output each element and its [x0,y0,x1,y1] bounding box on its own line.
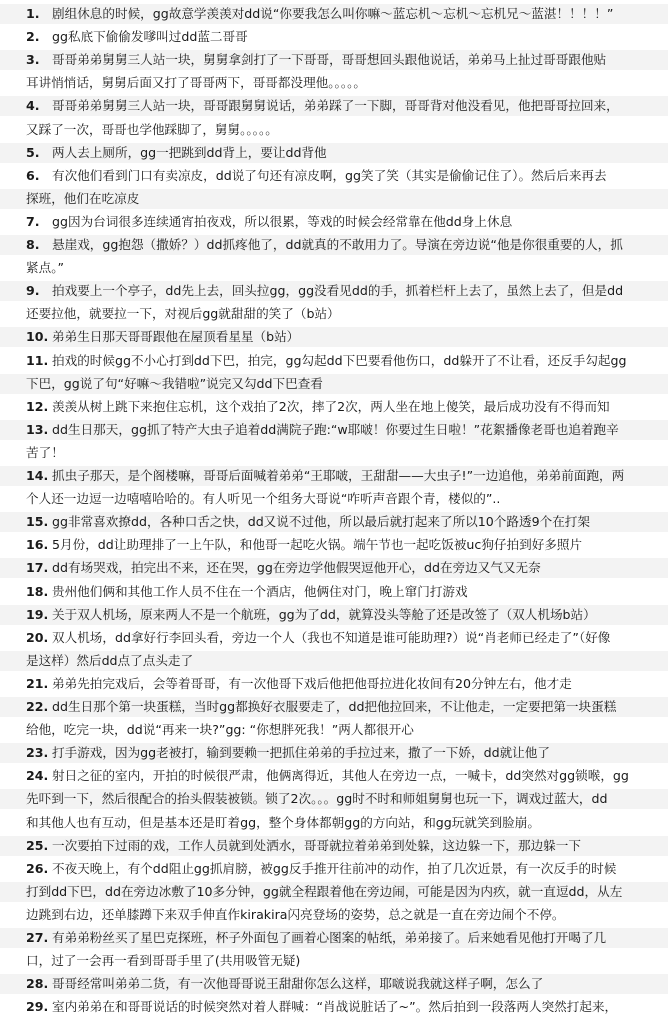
list-item [0,212,668,232]
list-item-continuation [0,374,668,394]
item-number: 24. [26,768,49,784]
item-text: 紧点。” [26,260,65,276]
item-text: 5月份，dd让助理排了一上午队，和他哥一起吃火锅。端午节也一起吃饭被uc狗仔拍到好多照片 [52,537,583,553]
list-item [0,605,668,625]
list-item [0,397,668,417]
item-number: 2. [26,29,40,45]
item-text: 还要拉他，就要拉一下，对视后gg就甜甜的笑了（b站） [26,306,340,322]
list-item-continuation [0,789,668,809]
list-item [0,96,668,116]
list-item [0,697,668,717]
item-text: 边跳到右边，还单膝蹲下来双手伸直作kirakira闪亮登场的姿势，总之就是一直在旁边闹个不停。 [26,906,565,922]
list-item [0,535,668,555]
list-item-continuation [0,489,668,509]
item-text: dd生日那个第一块蛋糕，当时gg都换好衣服要走了，dd把他拉回来，不让他走，一定要把第一块蛋糕 [52,699,617,714]
item-text: 射日之征的室内，开拍的时候很严肃，他俩离得近，其他人在旁边一点，一喊卡，dd突然对gg锁喉，gg [52,768,629,784]
item-text: 给他，吃完一块，dd说“再来一块?”gg: “你想胖死我！”两人都很开心 [26,722,414,738]
list-item-continuation [0,304,668,324]
list-item [0,836,668,856]
list-item [0,743,668,763]
item-number: 3. [26,52,40,68]
item-number: 5. [26,144,40,160]
item-number: 23. [26,745,49,761]
item-text: 关于双人机场，原来两人不是一个航班，gg为了dd，就算没头等舱了还是改签了（双人机场b站） [52,606,596,622]
list-item-continuation [0,189,668,209]
item-text: 双人机场，dd拿好行李回头看，旁边一个人（我也不知道是谁可能助理?）说“肖老师已经走了”（好像 [52,629,611,645]
list-item [0,928,668,948]
item-number: 17. [26,560,49,576]
item-text: 贵州他们俩和其他工作人员不住在一个酒店，他俩住对门，晚上窜门打游戏 [52,583,468,599]
list-item [0,166,668,186]
item-number: 9. [26,283,40,299]
item-number: 15. [26,514,49,530]
item-number: 21. [26,675,49,691]
list-item [0,558,668,578]
item-text: 羡羡从树上跳下来抱住忘机，这个戏拍了2次，摔了2次，两人坐在地上傻笑，最后成功没有不得而知 [52,398,610,414]
item-text: 室内弟弟在和哥哥说话的时候突然对着人群喊：“肖战说脏话了~”。然后拍到一段落两人突然打起来， [52,999,618,1015]
item-text: 又踩了一次，哥哥也学他踩脚了，舅舅。。。。。 [26,121,278,137]
list-item [0,766,668,786]
item-number: 11. [26,352,49,368]
item-text: 个人还一边逗一边嘻嘻哈哈的。有人听见一个组务大哥说“咋听声音跟个青，楼似的”.. [26,491,501,507]
item-text: 有次他们看到门口有卖凉皮，dd说了句还有凉皮啊，gg笑了笑（其实是偷偷记住了）。然后后来再去 [52,167,607,183]
item-number: 27. [26,930,49,945]
item-number: 8. [26,237,40,252]
item-text: 哥哥弟弟舅舅三人站一块，舅舅拿剑打了一下哥哥，哥哥想回头跟他说话，弟弟马上扯过哥哥跟他贴 [52,52,607,68]
item-text: gg因为台词很多连续通宵拍夜戏，所以很累，等戏的时候会经常靠在他dd身上休息 [52,213,513,229]
item-number: 16. [26,537,49,553]
list-item [0,628,668,648]
item-text: 苦了！ [26,444,64,460]
list-item [0,859,668,879]
list-item-continuation [0,720,668,740]
item-text: 打手游戏，因为gg老被打，输到要赖一把抓住弟弟的手拉过来，撒了一下娇，dd就让他了 [52,745,550,761]
list-item [0,420,668,440]
item-number: 19. [26,606,49,622]
item-number: 22. [26,699,49,714]
list-item [0,235,668,255]
item-number: 26. [26,860,49,876]
list-item-continuation [0,258,668,278]
item-number: 4. [26,98,40,114]
item-text: 拍戏要上一个亭子，dd先上去，回头拉gg，gg没看见dd的手，抓着栏杆上去了，虽然上去了，但是dd [52,283,624,299]
item-text: 耳讲悄悄话，舅舅后面又打了哥哥两下，哥哥都没理他。。。。。 [26,75,367,91]
item-text: 探班，他们在吃凉皮 [26,190,140,206]
list-item-continuation [0,443,668,463]
list-item-continuation [0,651,668,671]
list-item [0,4,668,24]
list-item [0,50,668,70]
item-text: 弟弟先拍完戏后，会等着哥哥，有一次他哥下戏后他把他哥拉进化妆间有20分钟左右，他才走 [52,675,572,691]
item-number: 1. [26,6,40,21]
item-text: gg私底下偷偷发嗲叫过dd蓝二哥哥 [52,29,248,45]
item-number: 18. [26,583,49,599]
list-item [0,674,668,694]
item-text: 和其他人也有互动，但是基本还是盯着gg，整个身体都朝gg的方向站，和gg玩就笑到脸崩。 [26,814,540,830]
list-item [0,351,668,371]
item-text: 悬崖戏，gg抱怨（撒娇？）dd抓疼他了，dd就真的不敢用力了。导演在旁边说“他是你很重要的人，抓 [52,237,623,252]
list-item [0,582,668,602]
item-text: 先吓到一下，然后很配合的抬头假装被锁。锁了2次。。。gg时不时和师姐舅舅也玩一下，调戏过蓝大，dd [26,791,608,807]
item-text: 抓虫子那天，是个阁楼嘛，哥哥后面喊着弟弟“王耶啵，王甜甜——大虫子!”一边追他，弟弟前面跑，两 [52,468,625,483]
item-number: 12. [26,398,49,414]
list-item-continuation [0,120,668,140]
item-text: 下巴，gg说了句“好嘛～我错啦”说完又勾dd下巴查看 [26,375,323,391]
item-number: 28. [26,976,49,992]
item-text: dd生日那天，gg抓了特产大虫子追着dd满院子跑:“w耶啵！你要过生日啦！”花絮播像老哥也追着跑辛 [52,421,619,437]
list-item [0,143,668,163]
list-item [0,466,668,486]
list-item-continuation [0,951,668,971]
item-number: 6. [26,167,40,183]
item-text: gg非常喜欢撩dd，各种口舌之快，dd又说不过他，所以最后就打起来了所以10个路透9个在打架 [52,514,590,530]
item-text: 口，过了一会再一看到哥哥手里了(共用吸管无疑) [26,953,301,969]
item-text: 弟弟生日那天哥哥跟他在屋顶看星星（b站） [52,329,300,345]
item-number: 13. [26,421,49,437]
item-number: 10. [26,329,49,345]
item-text: 拍戏的时候gg不小心打到dd下巴，拍完，gg勾起dd下巴要看他伤口，dd躲开了不让看，还反手勾起gg [52,352,627,368]
item-text: 哥哥弟弟舅舅三人站一块，哥哥跟舅舅说话，弟弟踩了一下脚，哥哥背对他没看见，他把哥哥拉回来， [52,98,619,114]
item-text: 有弟弟粉丝买了星巴克探班，杯子外面包了画着心图案的帖纸，弟弟接了。后来她看见他打开喝了几 [52,930,607,945]
item-number: 7. [26,213,40,229]
list-item [0,327,668,347]
item-number: 14. [26,468,49,483]
item-number: 20. [26,629,49,645]
item-text: dd有场哭戏，拍完出不来，还在哭，gg在旁边学他假哭逗他开心，dd在旁边又气又无奈 [52,560,541,576]
list-item [0,997,668,1017]
list-item [0,512,668,532]
item-text: 一次要拍下过雨的戏，工作人员就到处洒水，哥哥就拉着弟弟到处躲，这边躲一下，那边躲一下 [52,837,581,853]
list-item [0,974,668,994]
item-number: 29. [26,999,49,1015]
item-text: 剧组休息的时候，gg故意学羡羡对dd说“你要我怎么叫你嘛～蓝忘机～忘机～忘机兄～蓝湛！！！！” [52,6,614,21]
item-text: 不夜天晚上，有个dd阻止gg抓肩膀，被gg反手推开往前冲的动作，拍了几次近景，有一次反手的时候 [52,860,617,876]
item-text: 是这样）然后dd点了点头走了 [26,652,194,668]
item-text: 哥哥经常叫弟弟二货，有一次他哥哥说王甜甜你怎么这样，耶啵说我就这样子啊，怎么了 [52,976,544,992]
list-item-continuation [0,882,668,902]
list-item-continuation [0,73,668,93]
item-text: 两人去上厕所，gg一把跳到dd背上，要让dd背他 [52,144,327,160]
item-number: 25. [26,837,49,853]
list-item [0,281,668,301]
list-item [0,27,668,47]
list-item-continuation [0,813,668,833]
list-item-continuation [0,905,668,925]
item-text: 打到dd下巴，dd在旁边冰敷了10多分钟，gg就全程跟着他在旁边闹，可能是因为内疚，就一直逗dd，从左 [26,883,623,899]
